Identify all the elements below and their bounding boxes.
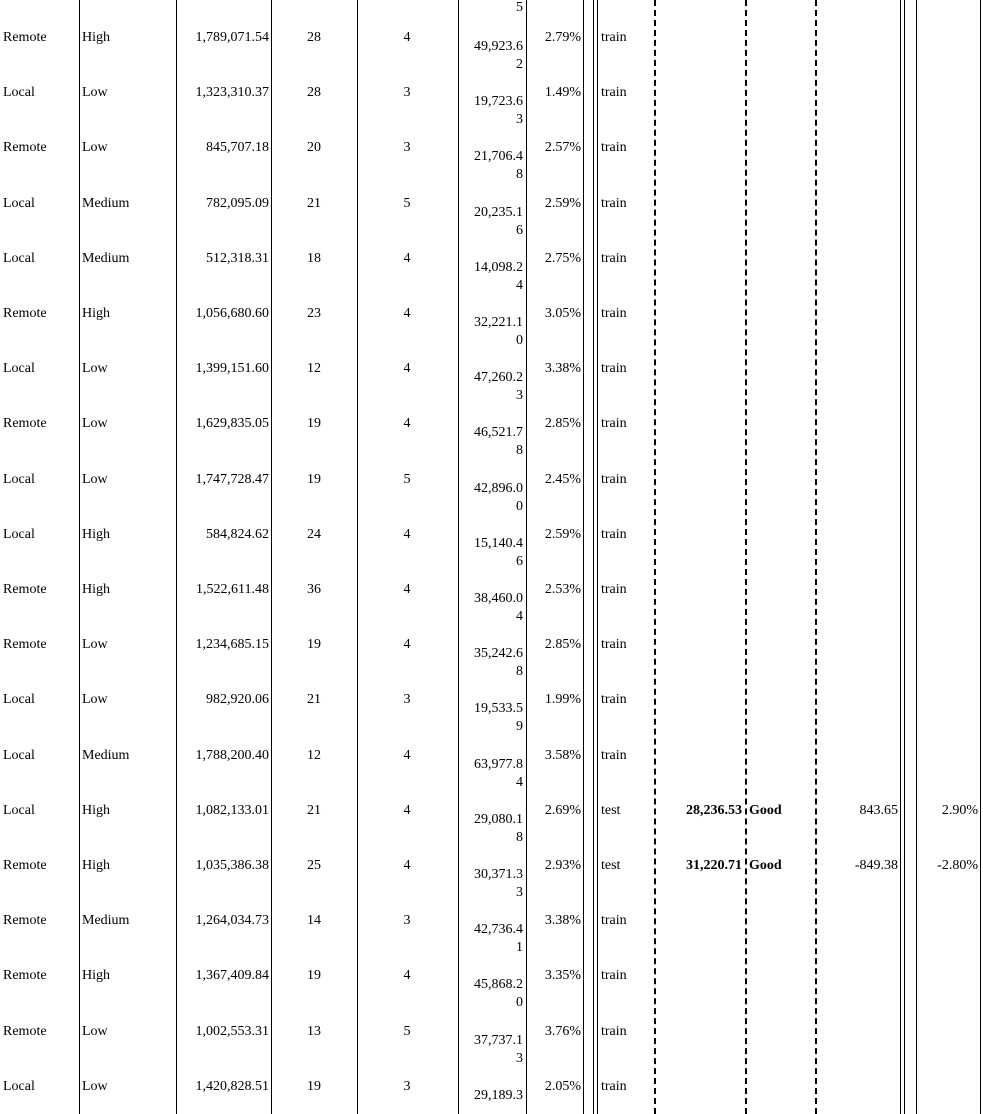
split-cell: train bbox=[601, 637, 627, 652]
amount-cell: 782,095.09 bbox=[206, 196, 269, 211]
difference-percent-cell: 2.90% bbox=[941, 803, 978, 818]
amount-cell: 1,234,685.15 bbox=[195, 637, 269, 652]
loss-cell-main: 42,896.0 bbox=[474, 481, 523, 496]
split-cell: test bbox=[601, 803, 621, 818]
loss-cell-main: 42,736.4 bbox=[474, 922, 523, 937]
loss-cell-fragment: 2 bbox=[516, 57, 523, 72]
level-cell: Low bbox=[82, 416, 108, 431]
loss-cell-main: 29,189.3 bbox=[474, 1088, 523, 1103]
percent-cell: 3.76% bbox=[544, 1024, 581, 1039]
loss-cell-fragment: 0 bbox=[516, 499, 523, 514]
split-cell: train bbox=[601, 1079, 627, 1094]
prediction-cell: 28,236.53 bbox=[686, 803, 742, 818]
count-cell: 19 bbox=[307, 416, 321, 431]
loss-cell-fragment: 1 bbox=[516, 940, 523, 955]
split-cell: train bbox=[601, 527, 627, 542]
count-cell: 19 bbox=[307, 472, 321, 487]
split-cell: train bbox=[601, 85, 627, 100]
percent-cell: 2.59% bbox=[544, 196, 581, 211]
column-divider bbox=[980, 0, 981, 1114]
percent-cell: 2.79% bbox=[544, 30, 581, 45]
score-cell: 3 bbox=[403, 913, 411, 928]
percent-cell: 1.99% bbox=[544, 692, 581, 707]
loss-cell-fragment: 8 bbox=[516, 830, 523, 845]
loss-cell-main: 35,242.6 bbox=[474, 646, 523, 661]
column-divider bbox=[593, 0, 594, 1114]
count-cell: 19 bbox=[307, 637, 321, 652]
split-cell: train bbox=[601, 582, 627, 597]
column-divider bbox=[900, 0, 901, 1114]
split-cell: train bbox=[601, 140, 627, 155]
loss-cell-main: 15,140.4 bbox=[474, 536, 523, 551]
loss-cell-fragment: 8 bbox=[516, 664, 523, 679]
count-cell: 24 bbox=[307, 527, 321, 542]
location-cell: Local bbox=[3, 85, 35, 100]
percent-cell: 2.57% bbox=[544, 140, 581, 155]
split-cell: train bbox=[601, 692, 627, 707]
amount-cell: 1,399,151.60 bbox=[195, 361, 269, 376]
amount-cell: 1,367,409.84 bbox=[195, 968, 269, 983]
loss-cell-fragment: 9 bbox=[516, 719, 523, 734]
loss-cell-fragment: 6 bbox=[516, 554, 523, 569]
amount-cell: 1,788,200.40 bbox=[195, 748, 269, 763]
score-cell: 5 bbox=[403, 196, 411, 211]
percent-cell: 3.38% bbox=[544, 361, 581, 376]
level-cell: High bbox=[82, 30, 110, 45]
column-divider bbox=[357, 0, 358, 1114]
level-cell: Medium bbox=[82, 913, 130, 928]
loss-cell-main: 30,371.3 bbox=[474, 867, 523, 882]
amount-cell: 1,264,034.73 bbox=[195, 913, 269, 928]
location-cell: Remote bbox=[3, 968, 47, 983]
difference-percent-cell: -2.80% bbox=[937, 858, 978, 873]
level-cell: Low bbox=[82, 637, 108, 652]
loss-cell-main: 20,235.1 bbox=[474, 205, 523, 220]
level-cell: High bbox=[82, 858, 110, 873]
score-cell: 3 bbox=[403, 85, 411, 100]
percent-cell: 2.53% bbox=[544, 582, 581, 597]
loss-cell-fragment: 8 bbox=[516, 167, 523, 182]
loss-cell-fragment: 3 bbox=[516, 885, 523, 900]
loss-cell-fragment: 0 bbox=[516, 995, 523, 1010]
split-cell: train bbox=[601, 748, 627, 763]
location-cell: Local bbox=[3, 692, 35, 707]
grade-cell: Good bbox=[749, 803, 782, 818]
amount-cell: 1,323,310.37 bbox=[195, 85, 269, 100]
percent-cell: 2.75% bbox=[544, 251, 581, 266]
column-divider bbox=[271, 0, 272, 1114]
percent-cell: 3.38% bbox=[544, 913, 581, 928]
percent-cell: 1.49% bbox=[544, 85, 581, 100]
loss-cell-main: 19,533.5 bbox=[474, 701, 523, 716]
loss-cell-main: 21,706.4 bbox=[474, 149, 523, 164]
level-cell: Low bbox=[82, 1079, 108, 1094]
count-cell: 20 bbox=[307, 140, 321, 155]
level-cell: Medium bbox=[82, 748, 130, 763]
loss-cell-main: 29,080.1 bbox=[474, 812, 523, 827]
location-cell: Local bbox=[3, 472, 35, 487]
grade-cell: Good bbox=[749, 858, 782, 873]
level-cell: Medium bbox=[82, 196, 130, 211]
amount-cell: 1,082,133.01 bbox=[195, 803, 269, 818]
loss-cell-main: 14,098.2 bbox=[474, 260, 523, 275]
split-cell: train bbox=[601, 306, 627, 321]
level-cell: High bbox=[82, 968, 110, 983]
split-cell: train bbox=[601, 1024, 627, 1039]
split-cell: train bbox=[601, 913, 627, 928]
level-cell: High bbox=[82, 306, 110, 321]
location-cell: Remote bbox=[3, 637, 47, 652]
loss-cell-fragment: 3 bbox=[516, 112, 523, 127]
score-cell: 5 bbox=[403, 472, 411, 487]
loss-cell-fragment: 4 bbox=[516, 609, 523, 624]
loss-cell-main: 47,260.2 bbox=[474, 370, 523, 385]
split-cell: train bbox=[601, 30, 627, 45]
count-cell: 12 bbox=[307, 361, 321, 376]
amount-cell: 1,747,728.47 bbox=[195, 472, 269, 487]
level-cell: Low bbox=[82, 140, 108, 155]
score-cell: 4 bbox=[403, 416, 411, 431]
column-divider bbox=[597, 0, 598, 1114]
column-divider-dashed bbox=[815, 0, 817, 1114]
count-cell: 19 bbox=[307, 968, 321, 983]
count-cell: 12 bbox=[307, 748, 321, 763]
amount-cell: 1,035,386.38 bbox=[195, 858, 269, 873]
split-cell: train bbox=[601, 251, 627, 266]
level-cell: High bbox=[82, 582, 110, 597]
location-cell: Remote bbox=[3, 306, 47, 321]
location-cell: Remote bbox=[3, 1024, 47, 1039]
loss-cell-main: 37,737.1 bbox=[474, 1033, 523, 1048]
split-cell: test bbox=[601, 858, 621, 873]
percent-cell: 2.93% bbox=[544, 858, 581, 873]
level-cell: Low bbox=[82, 692, 108, 707]
column-divider bbox=[526, 0, 527, 1114]
score-cell: 3 bbox=[403, 1079, 411, 1094]
loss-cell-fragment: 4 bbox=[516, 775, 523, 790]
column-divider-dashed bbox=[745, 0, 747, 1114]
loss-cell-main: 38,460.0 bbox=[474, 591, 523, 606]
amount-cell: 1,056,680.60 bbox=[195, 306, 269, 321]
split-cell: train bbox=[601, 968, 627, 983]
split-cell: train bbox=[601, 416, 627, 431]
location-cell: Remote bbox=[3, 140, 47, 155]
split-cell: train bbox=[601, 196, 627, 211]
level-cell: Medium bbox=[82, 251, 130, 266]
amount-cell: 584,824.62 bbox=[206, 527, 269, 542]
count-cell: 23 bbox=[307, 306, 321, 321]
count-cell: 21 bbox=[307, 196, 321, 211]
column-divider bbox=[176, 0, 177, 1114]
level-cell: Low bbox=[82, 1024, 108, 1039]
score-cell: 3 bbox=[403, 692, 411, 707]
percent-cell: 2.45% bbox=[544, 472, 581, 487]
split-cell: train bbox=[601, 472, 627, 487]
amount-cell: 982,920.06 bbox=[206, 692, 269, 707]
count-cell: 21 bbox=[307, 803, 321, 818]
amount-cell: 1,002,553.31 bbox=[195, 1024, 269, 1039]
count-cell: 28 bbox=[307, 85, 321, 100]
location-cell: Remote bbox=[3, 858, 47, 873]
score-cell: 4 bbox=[403, 748, 411, 763]
amount-cell: 1,522,611.48 bbox=[196, 582, 269, 597]
count-cell: 28 bbox=[307, 30, 321, 45]
percent-cell: 2.05% bbox=[544, 1079, 581, 1094]
score-cell: 4 bbox=[403, 306, 411, 321]
location-cell: Remote bbox=[3, 416, 47, 431]
location-cell: Remote bbox=[3, 30, 47, 45]
percent-cell: 2.59% bbox=[544, 527, 581, 542]
loss-cell-main: 19,723.6 bbox=[474, 94, 523, 109]
score-cell: 4 bbox=[403, 361, 411, 376]
column-divider bbox=[916, 0, 917, 1114]
column-divider bbox=[458, 0, 459, 1114]
count-cell: 19 bbox=[307, 1079, 321, 1094]
difference-cell: 843.65 bbox=[859, 803, 898, 818]
loss-cell-main: 45,868.2 bbox=[474, 977, 523, 992]
count-cell: 21 bbox=[307, 692, 321, 707]
location-cell: Local bbox=[3, 196, 35, 211]
percent-cell: 2.69% bbox=[544, 803, 581, 818]
location-cell: Local bbox=[3, 361, 35, 376]
level-cell: Low bbox=[82, 85, 108, 100]
loss-cell-main: 49,923.6 bbox=[474, 39, 523, 54]
percent-cell: 3.35% bbox=[544, 968, 581, 983]
score-cell: 4 bbox=[403, 582, 411, 597]
loss-cell-fragment: 4 bbox=[516, 278, 523, 293]
score-cell: 4 bbox=[403, 527, 411, 542]
percent-cell: 3.05% bbox=[544, 306, 581, 321]
amount-cell: 512,318.31 bbox=[206, 251, 269, 266]
percent-cell: 3.58% bbox=[544, 748, 581, 763]
prediction-cell: 31,220.71 bbox=[686, 858, 742, 873]
amount-cell: 1,789,071.54 bbox=[195, 30, 269, 45]
score-cell: 3 bbox=[403, 140, 411, 155]
percent-cell: 2.85% bbox=[544, 637, 581, 652]
level-cell: High bbox=[82, 527, 110, 542]
score-cell: 5 bbox=[403, 1024, 411, 1039]
count-cell: 18 bbox=[307, 251, 321, 266]
loss-cell-fragment: 3 bbox=[516, 388, 523, 403]
percent-cell: 2.85% bbox=[544, 416, 581, 431]
level-cell: Low bbox=[82, 472, 108, 487]
split-cell: train bbox=[601, 361, 627, 376]
score-cell: 4 bbox=[403, 968, 411, 983]
difference-cell: -849.38 bbox=[854, 858, 898, 873]
loss-cell-fragment: 0 bbox=[516, 333, 523, 348]
score-cell: 4 bbox=[403, 858, 411, 873]
amount-cell: 1,420,828.51 bbox=[195, 1079, 269, 1094]
loss-cell-main: 46,521.7 bbox=[474, 425, 523, 440]
level-cell: High bbox=[82, 803, 110, 818]
count-cell: 36 bbox=[307, 582, 321, 597]
location-cell: Local bbox=[3, 803, 35, 818]
score-cell: 4 bbox=[403, 30, 411, 45]
level-cell: Low bbox=[82, 361, 108, 376]
location-cell: Remote bbox=[3, 582, 47, 597]
location-cell: Local bbox=[3, 251, 35, 266]
location-cell: Local bbox=[3, 748, 35, 763]
score-cell: 4 bbox=[403, 251, 411, 266]
count-cell: 13 bbox=[307, 1024, 321, 1039]
loss-cell-fragment: 3 bbox=[516, 1051, 523, 1066]
column-divider bbox=[904, 0, 905, 1114]
column-divider-dashed bbox=[654, 0, 656, 1114]
column-divider bbox=[583, 0, 584, 1114]
loss-cell-fragment: 8 bbox=[516, 443, 523, 458]
count-cell: 25 bbox=[307, 858, 321, 873]
amount-cell: 1,629,835.05 bbox=[195, 416, 269, 431]
location-cell: Local bbox=[3, 1079, 35, 1094]
location-cell: Remote bbox=[3, 913, 47, 928]
loss-cell-fragment: 6 bbox=[516, 223, 523, 238]
score-cell: 4 bbox=[403, 803, 411, 818]
loss-cell-main: 63,977.8 bbox=[474, 757, 523, 772]
loss-cell-main: 32,221.1 bbox=[474, 315, 523, 330]
amount-cell: 845,707.18 bbox=[206, 140, 269, 155]
loss-cell-fragment: 5 bbox=[516, 0, 523, 15]
location-cell: Local bbox=[3, 527, 35, 542]
column-divider bbox=[79, 0, 80, 1114]
count-cell: 14 bbox=[307, 913, 321, 928]
score-cell: 4 bbox=[403, 637, 411, 652]
